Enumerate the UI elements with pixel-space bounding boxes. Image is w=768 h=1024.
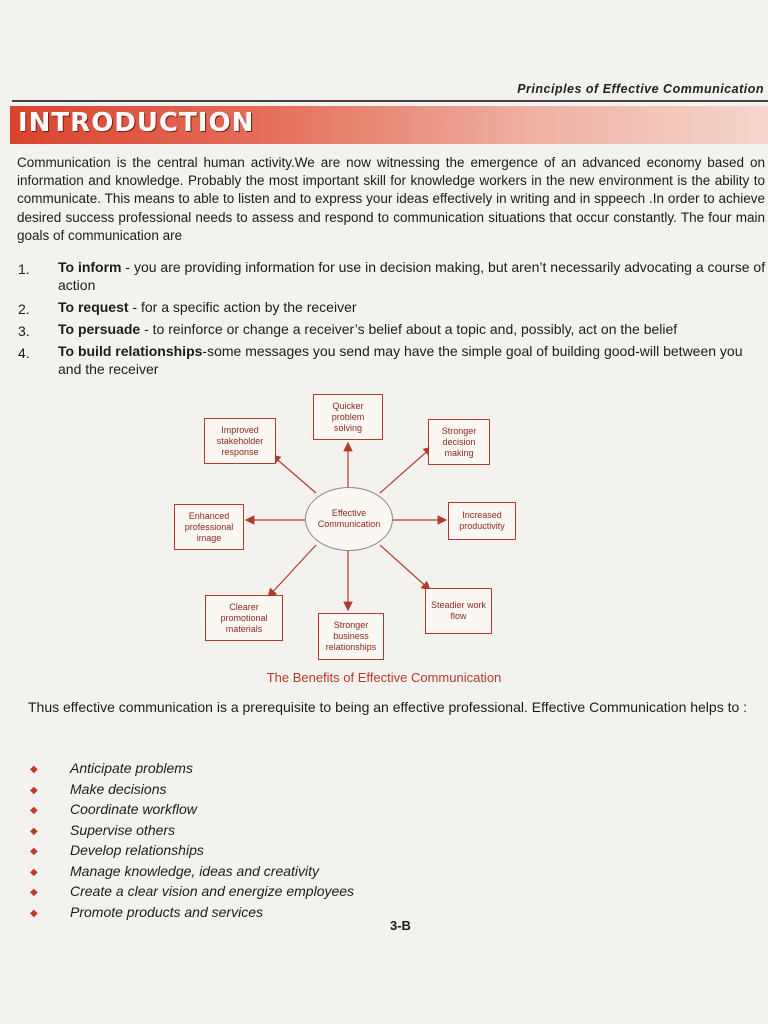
arrow-top-left [272, 455, 316, 493]
goal-item [18, 258, 766, 294]
goal-term: To build relationships [58, 343, 203, 359]
benefit-node-left: Enhanced professional image [174, 504, 244, 550]
goal-number: 3. [18, 323, 30, 339]
goal-text: - you are providing information for use in decision making, but aren’t necessarily advocating a course of action [58, 259, 766, 293]
benefit-node-top: Quicker problem solving [313, 394, 383, 440]
running-header: Principles of Effective Communication [517, 82, 764, 96]
goal-term: To request [58, 299, 129, 315]
diagram-center-node: Effective Communication [305, 487, 393, 551]
benefit-node-right: Increased productivity [448, 502, 516, 540]
benefits-diagram [0, 385, 768, 675]
benefits-list [30, 760, 550, 924]
diagram-caption: The Benefits of Effective Communication [266, 670, 502, 685]
list-item: ◆ Create a clear vision and energize employees [30, 883, 355, 899]
summary-paragraph: Thus effective communication is a prerequisite to being an effective professional. Effective Communication helps to : [28, 699, 748, 715]
benefit-node-bottom: Stronger business relationships [318, 613, 384, 660]
goal-number: 1. [18, 261, 30, 277]
red-diamond-icon: ◆ [30, 866, 38, 878]
list-item: ◆ Anticipate problems [30, 760, 193, 776]
goal-text: - for a specific action by the receiver [128, 299, 357, 315]
goal-item [18, 342, 766, 378]
red-diamond-icon: ◆ [30, 825, 38, 837]
arrow-bottom-right [380, 545, 430, 590]
list-item: ◆ Promote products and services [30, 903, 263, 920]
goal-number: 4. [18, 345, 30, 361]
goal-text: -some messages you send may have the simple goal of building good-will between you and the receiver [58, 343, 743, 377]
red-diamond-icon: ◆ [30, 784, 38, 796]
list-item: ◆ Develop relationships [30, 842, 204, 858]
red-diamond-icon: ◆ [30, 764, 38, 775]
benefit-node-bottom-right: Steadier work flow [425, 588, 492, 634]
benefit-node-top-right: Stronger decision making [428, 419, 490, 465]
arrow-bottom-left [268, 545, 316, 597]
goal-number: 2. [18, 301, 30, 317]
red-diamond-icon: ◆ [30, 805, 38, 816]
list-item: ◆ Make decisions [30, 780, 167, 797]
section-heading: INTRODUCTION [18, 108, 255, 138]
list-item: ◆ Coordinate workflow [30, 801, 197, 817]
header-rule [12, 100, 768, 102]
benefit-node-bottom-left: Clearer promotional materials [205, 595, 283, 641]
goal-term: To persuade [58, 321, 141, 337]
red-diamond-icon: ◆ [30, 846, 38, 857]
goal-item [18, 320, 766, 338]
arrow-top-right [380, 447, 432, 493]
intro-paragraph: Communication is the central human activity.We are now witnessing the emergence of an advanced economy based on information and knowledge. Probably the most important skill for knowledge workers in the new environment is the ability to communicate. This means to able to listen and to express your ideas effectively in writing and in sppeech .In order to achieve desired success professional needs to assess and respond to communication situations that occur constantly. The four main goals of communication are [17, 155, 765, 243]
list-item: ◆ Manage knowledge, ideas and creativity [30, 862, 320, 879]
goal-item [18, 298, 766, 316]
goal-text: - to reinforce or change a receiver’s belief about a topic and, possibly, act on the belief [140, 321, 678, 337]
list-item: ◆ Supervise others [30, 821, 176, 838]
red-diamond-icon: ◆ [30, 907, 38, 919]
red-diamond-icon: ◆ [30, 887, 38, 898]
benefit-node-top-left: Improved stakeholder response [204, 418, 276, 464]
goals-list [18, 258, 766, 382]
page-number: 3-B [390, 918, 411, 933]
goal-term: To inform [58, 259, 122, 275]
